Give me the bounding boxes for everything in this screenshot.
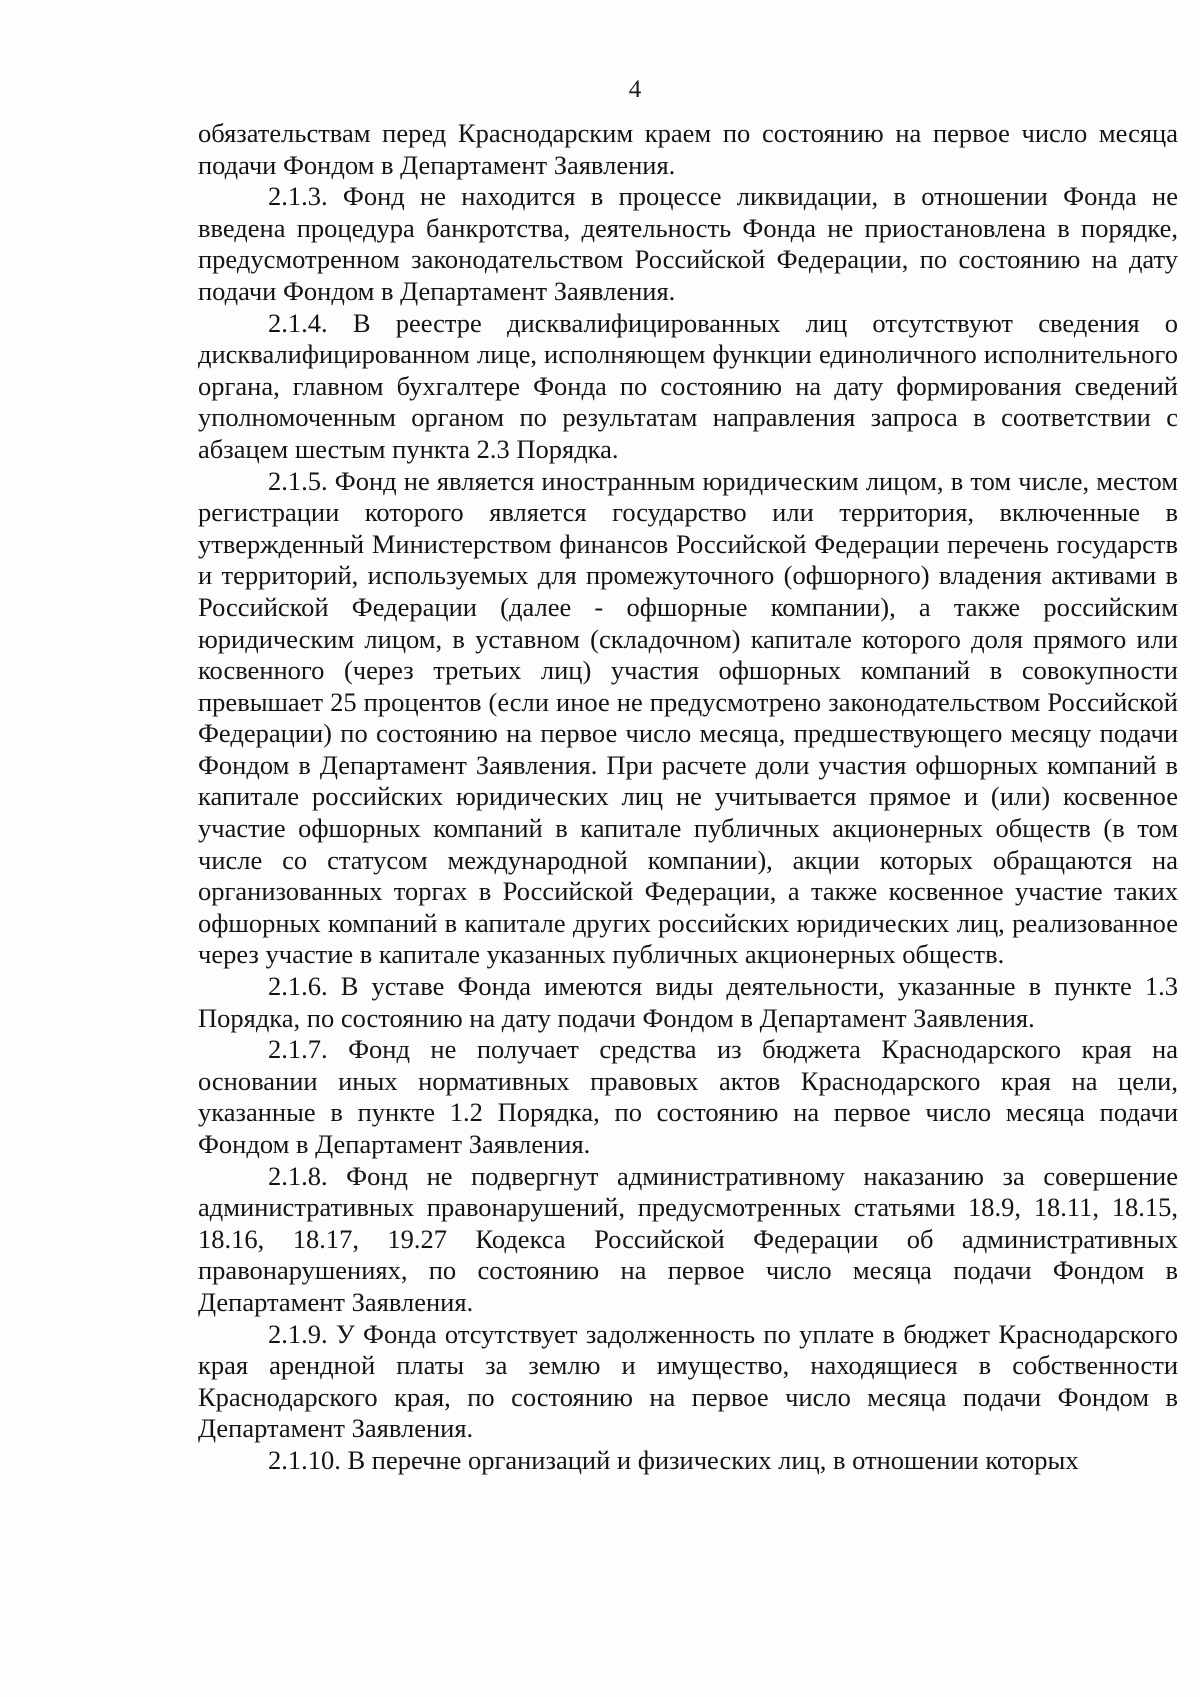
paragraph-2-1-10: 2.1.10. В перечне организаций и физических лиц, в отношении которых <box>268 1444 1079 1475</box>
paragraph-2-1-5: 2.1.5. Фонд не является иностранным юридическим лицом, в том числе, местом регистрации которого является государство или территория, включенные в утвержденный Министерством финансов Российской Федерации перечень государств и территорий, используемых для промежуточного (офшорного) владения активами в Российской Федерации (далее - офшорные компании), а также российским юридическим лицом, в уставном (складочном) капитале которого доля прямого или косвенного (через третьих лиц) участия офшорных компаний в совокупности превышает 25 процентов (если иное не предусмотрено законодательством Российской Федерации) по состоянию на первое число месяца, предшествующего месяцу подачи Фондом в Департамент Заявления. При расчете доли участия офшорных компаний в капитале российских юридических лиц не учитывается прямое и (или) косвенное участие офшорных компаний в капитале публичных акционерных обществ (в том числе со статусом международной компании), акции которых обращаются на организованных торгах в Российской Федерации, а также косвенное участие таких офшорных компаний в капитале других российских юридических лиц, реализованное через участие в капитале указанных публичных акционерных обществ. <box>198 465 1178 970</box>
paragraph-2-1-7: 2.1.7. Фонд не получает средства из бюджета Краснодарского края на основании иных нормативных правовых актов Краснодарского края на цели, указанные в пункте 1.2 Порядка, по состоянию на первое число месяца подачи Фондом в Департамент Заявления. <box>198 1034 1178 1159</box>
paragraph-2-1-3: 2.1.3. Фонд не находится в процессе ликвидации, в отношении Фонда не введена процедура банкротства, деятельность Фонда не приостановлена в порядке, предусмотренном законодательством Российской Федерации, по состоянию на дату подачи Фондом в Департамент Заявления. <box>198 181 1178 306</box>
document-body <box>198 118 1178 1477</box>
page-number: 4 <box>628 76 642 103</box>
paragraph-2-1-9: 2.1.9. У Фонда отсутствует задолженность по уплате в бюджет Краснодарского края арендной платы за землю и имущество, находящиеся в собственности Краснодарского края, по состоянию на первое число месяца подачи Фондом в Департамент Заявления. <box>198 1318 1178 1444</box>
paragraph-2-1-6: 2.1.6. В уставе Фонда имеются виды деятельности, указанные в пункте 1.3 Порядка, по состоянию на дату подачи Фондом в Департамент Заявления. <box>198 971 1178 1033</box>
paragraph-continuation: обязательствам перед Краснодарским краем по состоянию на первое число месяца подачи Фондом в Департамент Заявления. <box>198 118 1178 180</box>
paragraph-2-1-4: 2.1.4. В реестре дисквалифицированных лиц отсутствуют сведения о дисквалифицированном лице, исполняющем функции единоличного исполнительного органа, главном бухгалтере Фонда по состоянию на дату формирования сведений уполномоченным органом по результатам направления запроса в соответствии с абзацем шестым пункта 2.3 Порядка. <box>198 307 1178 464</box>
paragraph-2-1-8: 2.1.8. Фонд не подвергнут административному наказанию за совершение административных правонарушений, предусмотренных статьями 18.9, 18.11, 18.15, 18.16, 18.17, 19.27 Кодекса Российской Федерации об административных правонарушениях, по состоянию на первое число месяца подачи Фондом в Департамент Заявления. <box>198 1160 1178 1317</box>
